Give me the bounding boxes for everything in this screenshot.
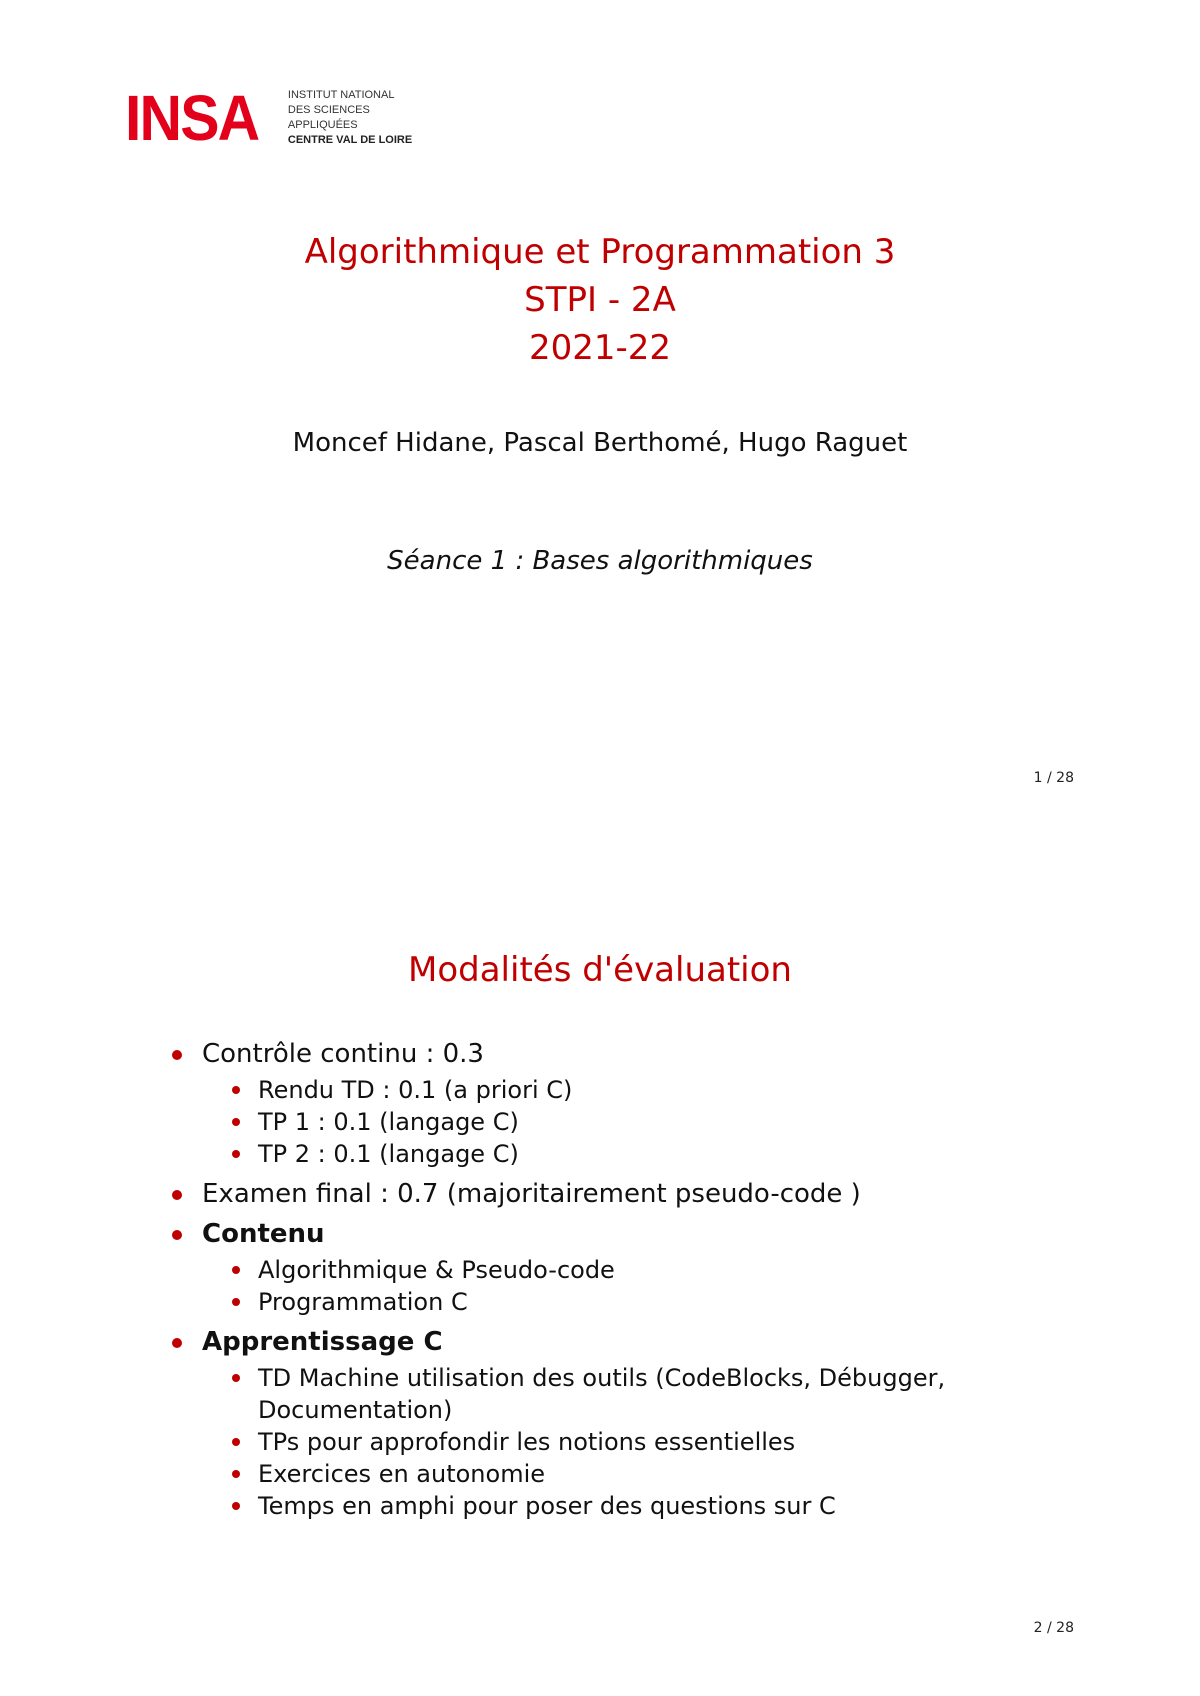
frame-title: Modalités d'évaluation [408,950,792,990]
title-line: Algorithmique et Programmation 3 [304,232,896,272]
sub-list-item: Rendu TD : 0.1 (a priori C) [230,1074,1070,1106]
sub-list-item: TP 2 : 0.1 (langage C) [230,1138,1070,1170]
logo-text [288,88,412,148]
logo-line: INSTITUT NATIONAL [287,89,395,101]
title-line: STPI - 2A [524,280,676,320]
logo-mark: INSA [125,82,259,154]
list-item-label: Contrôle continu : 0.3 [202,1039,484,1069]
list-item [170,1176,1070,1212]
list-item-label: Examen final : 0.7 (majoritairement pseudo-code ) [202,1179,861,1209]
logo-line: CENTRE VAL DE LOIRE [287,134,413,146]
slide-2 [0,848,1200,1696]
list-item [170,1216,1070,1318]
list-item-label: Contenu [202,1219,325,1249]
logo-line: DES SCIENCES [287,104,370,116]
sub-list [230,1074,1070,1170]
authors: Moncef Hidane, Pascal Berthomé, Hugo Raguet [292,428,908,458]
logo-line: APPLIQUÉES [287,119,358,131]
sub-list-item: TD Machine utilisation des outils (CodeBlocks, Débugger, Documentation) [230,1362,1070,1426]
list-item-label: Apprentissage C [202,1327,443,1357]
insa-logo [125,82,413,154]
course-title [0,228,1200,372]
sub-list-item: Exercices en autonomie [230,1458,1070,1490]
sub-list [230,1254,1070,1318]
sub-list-item: TP 1 : 0.1 (langage C) [230,1106,1070,1138]
list-item [170,1036,1070,1170]
sub-list-item: TPs pour approfondir les notions essentielles [230,1426,1070,1458]
session-title: Séance 1 : Bases algorithmiques [387,546,813,576]
list-item [170,1324,1070,1522]
page-number: 2 / 28 [1033,1620,1074,1636]
sub-list-item: Algorithmique & Pseudo-code [230,1254,1070,1286]
sub-list-item: Temps en amphi pour poser des questions sur C [230,1490,1070,1522]
evaluation-list [170,1036,1070,1528]
title-line: 2021-22 [528,328,672,368]
page-number: 1 / 28 [1033,770,1074,786]
sub-list-item: Programmation C [230,1286,1070,1318]
sub-list [230,1362,1070,1522]
